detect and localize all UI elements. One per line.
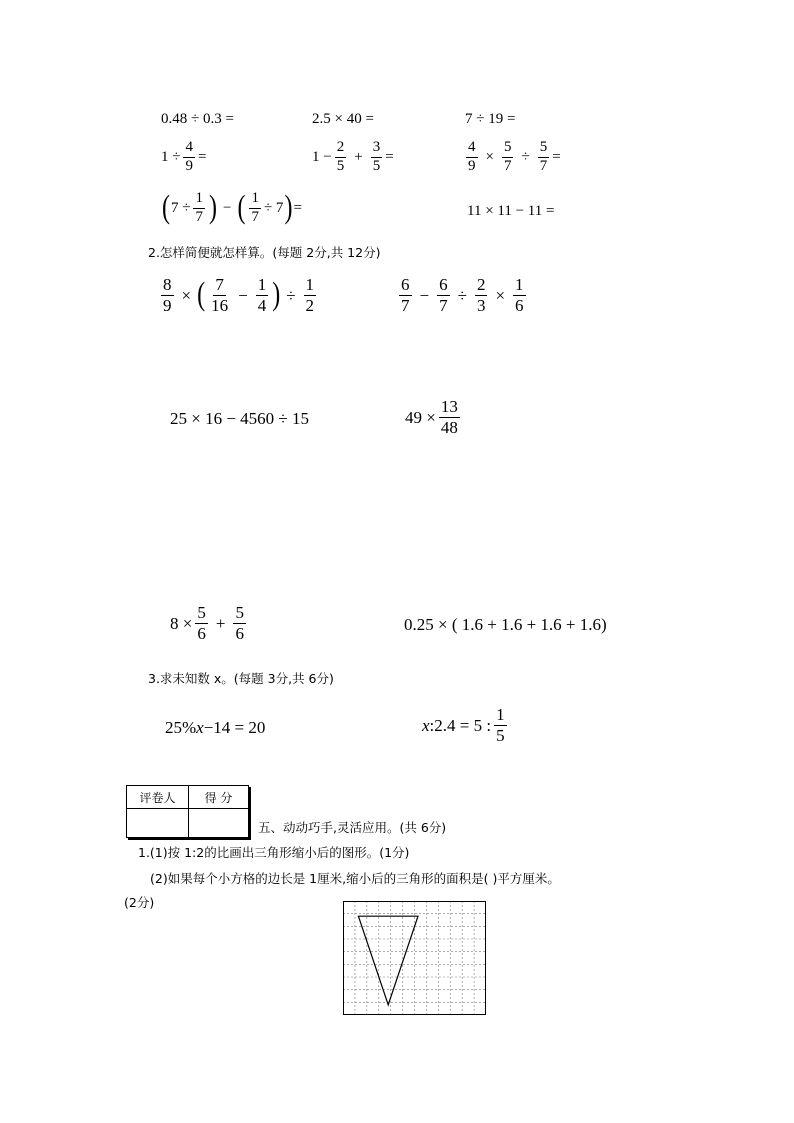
equals-sign: = xyxy=(552,148,561,165)
denominator: 5 xyxy=(336,157,345,174)
operator: × xyxy=(485,148,494,165)
numerator: 6 xyxy=(439,275,448,294)
calc-7 xyxy=(161,191,302,226)
calc-text: 2.5 × 40 = xyxy=(312,111,374,127)
fraction xyxy=(256,276,269,315)
denominator: 2 xyxy=(305,295,315,315)
operator: + xyxy=(215,613,226,633)
calc-text: 7 ÷ xyxy=(171,199,191,216)
grader-box xyxy=(126,785,249,838)
operator: × xyxy=(181,285,192,305)
calc-text: 7 ÷ 19 = xyxy=(465,111,516,127)
reviewer-label: 评卷人 xyxy=(127,786,189,809)
numerator: 4 xyxy=(183,140,195,158)
fraction xyxy=(371,140,383,175)
denominator: 7 xyxy=(401,295,410,315)
reviewer-cell[interactable] xyxy=(127,809,189,838)
equals-sign: = xyxy=(293,199,302,216)
fraction xyxy=(538,140,550,175)
calc-5 xyxy=(312,140,394,175)
numerator: 2 xyxy=(476,275,486,294)
fraction xyxy=(502,140,514,175)
problem-4 xyxy=(405,398,463,437)
equals-sign: = xyxy=(385,148,394,165)
problem-3 xyxy=(170,410,309,427)
fraction xyxy=(209,276,230,315)
section-2-heading: 2.怎样简便就怎样算。(每题 2分,共 12分) xyxy=(148,245,381,260)
numerator: 1 xyxy=(193,191,205,209)
operator: × xyxy=(495,285,506,305)
triangle-shape xyxy=(358,916,418,1005)
denominator: 6 xyxy=(515,295,524,315)
operator: ÷ xyxy=(457,285,467,305)
numerator: 1 xyxy=(249,191,261,209)
paren-left: ( xyxy=(162,190,170,226)
calc-4 xyxy=(161,140,206,175)
drawing-grid[interactable] xyxy=(343,901,486,1015)
calc-6 xyxy=(463,140,561,175)
grid-lines xyxy=(343,901,486,1015)
problem-2 xyxy=(396,276,529,315)
numerator: 1 xyxy=(515,275,524,294)
numerator: 5 xyxy=(502,140,514,158)
numerator: 8 xyxy=(163,275,172,294)
paren-right: ) xyxy=(284,190,293,226)
section-3-heading: 3.求未知数 x。(每题 3分,共 6分) xyxy=(148,671,334,686)
calc-2 xyxy=(312,112,374,127)
numerator: 6 xyxy=(401,275,410,294)
fraction xyxy=(335,140,347,175)
calc-text: 0.25 × ( 1.6 + 1.6 + 1.6 + 1.6) xyxy=(404,615,607,634)
denominator: 7 xyxy=(439,295,448,315)
calc-text: 25 × 16 − 4560 ÷ 15 xyxy=(170,409,310,428)
calc-8 xyxy=(467,204,554,219)
equals-sign: = xyxy=(197,148,207,165)
fraction xyxy=(475,276,488,315)
numerator: 5 xyxy=(538,140,550,158)
variable-x: x xyxy=(422,715,430,735)
paren-right: ) xyxy=(208,190,217,226)
fraction xyxy=(183,140,195,175)
numerator: 13 xyxy=(440,397,458,416)
denominator: 3 xyxy=(476,295,486,315)
fraction xyxy=(193,191,205,226)
denominator: 9 xyxy=(185,157,193,174)
variable-x: x xyxy=(196,718,204,737)
fraction xyxy=(233,604,246,643)
score-cell[interactable] xyxy=(189,809,249,838)
calc-text: 1 − xyxy=(312,148,332,165)
question-1-part-2-points: (2分) xyxy=(124,895,155,910)
fraction xyxy=(513,276,526,315)
calc-text: :2.4 = 5 : xyxy=(429,715,492,735)
numerator: 3 xyxy=(371,140,383,158)
denominator: 5 xyxy=(496,725,505,745)
operator: ÷ xyxy=(286,285,296,305)
fraction xyxy=(161,276,174,315)
numerator: 7 xyxy=(215,275,224,294)
fraction xyxy=(437,276,450,315)
section-5-heading: 五、动动巧手,灵活应用。(共 6分) xyxy=(258,820,447,835)
paren-right: ) xyxy=(272,277,281,313)
denominator: 48 xyxy=(440,417,458,437)
calc-text: 11 × 11 − 11 = xyxy=(467,203,555,219)
operator: − xyxy=(419,285,430,305)
fraction xyxy=(304,276,317,315)
calc-text: −14 = 20 xyxy=(203,718,266,737)
calc-3 xyxy=(465,112,515,127)
denominator: 16 xyxy=(211,295,229,315)
denominator: 9 xyxy=(468,157,476,174)
question-1-part-1: 1.(1)按 1:2的比画出三角形缩小后的图形。(1分) xyxy=(138,845,410,860)
question-1-part-2: (2)如果每个小方格的边长是 1厘米,缩小后的三角形的面积是( )平方厘米。 xyxy=(150,871,560,886)
calc-text: 49 × xyxy=(405,407,436,427)
numerator: 5 xyxy=(235,603,244,622)
numerator: 1 xyxy=(305,275,315,294)
problem-6 xyxy=(404,616,607,633)
denominator: 7 xyxy=(195,208,203,225)
problem-1 xyxy=(158,276,319,315)
calc-text: 1 ÷ xyxy=(161,148,181,165)
problem-5 xyxy=(170,604,249,643)
operator: + xyxy=(354,148,363,165)
fraction xyxy=(195,604,208,643)
denominator: 6 xyxy=(235,623,244,643)
percent-text: 25% xyxy=(165,718,197,737)
calc-text: 0.48 ÷ 0.3 = xyxy=(161,111,234,127)
denominator: 9 xyxy=(163,295,172,315)
denominator: 4 xyxy=(257,295,267,315)
fraction xyxy=(466,140,478,175)
numerator: 1 xyxy=(257,275,267,294)
calc-1 xyxy=(161,112,234,127)
operator: − xyxy=(238,285,248,305)
fraction xyxy=(249,191,261,226)
numerator: 5 xyxy=(197,603,206,622)
denominator: 7 xyxy=(251,208,259,225)
fraction xyxy=(494,706,507,745)
operator: ÷ xyxy=(521,148,530,165)
score-label: 得 分 xyxy=(189,786,249,809)
fraction xyxy=(439,398,460,437)
numerator: 2 xyxy=(335,140,347,158)
grader-table xyxy=(126,785,249,838)
operator: − xyxy=(222,199,232,216)
denominator: 6 xyxy=(197,623,206,643)
paren-left: ( xyxy=(237,190,246,226)
equation-2 xyxy=(422,706,510,745)
paren-left: ( xyxy=(197,277,206,313)
denominator: 5 xyxy=(372,157,381,174)
numerator: 1 xyxy=(496,705,505,724)
calc-text: ÷ 7 xyxy=(263,199,284,216)
calc-text: 8 × xyxy=(170,613,193,633)
denominator: 7 xyxy=(539,157,548,174)
fraction xyxy=(399,276,412,315)
denominator: 7 xyxy=(503,157,512,174)
equation-1 xyxy=(165,719,265,736)
numerator: 4 xyxy=(466,140,478,158)
